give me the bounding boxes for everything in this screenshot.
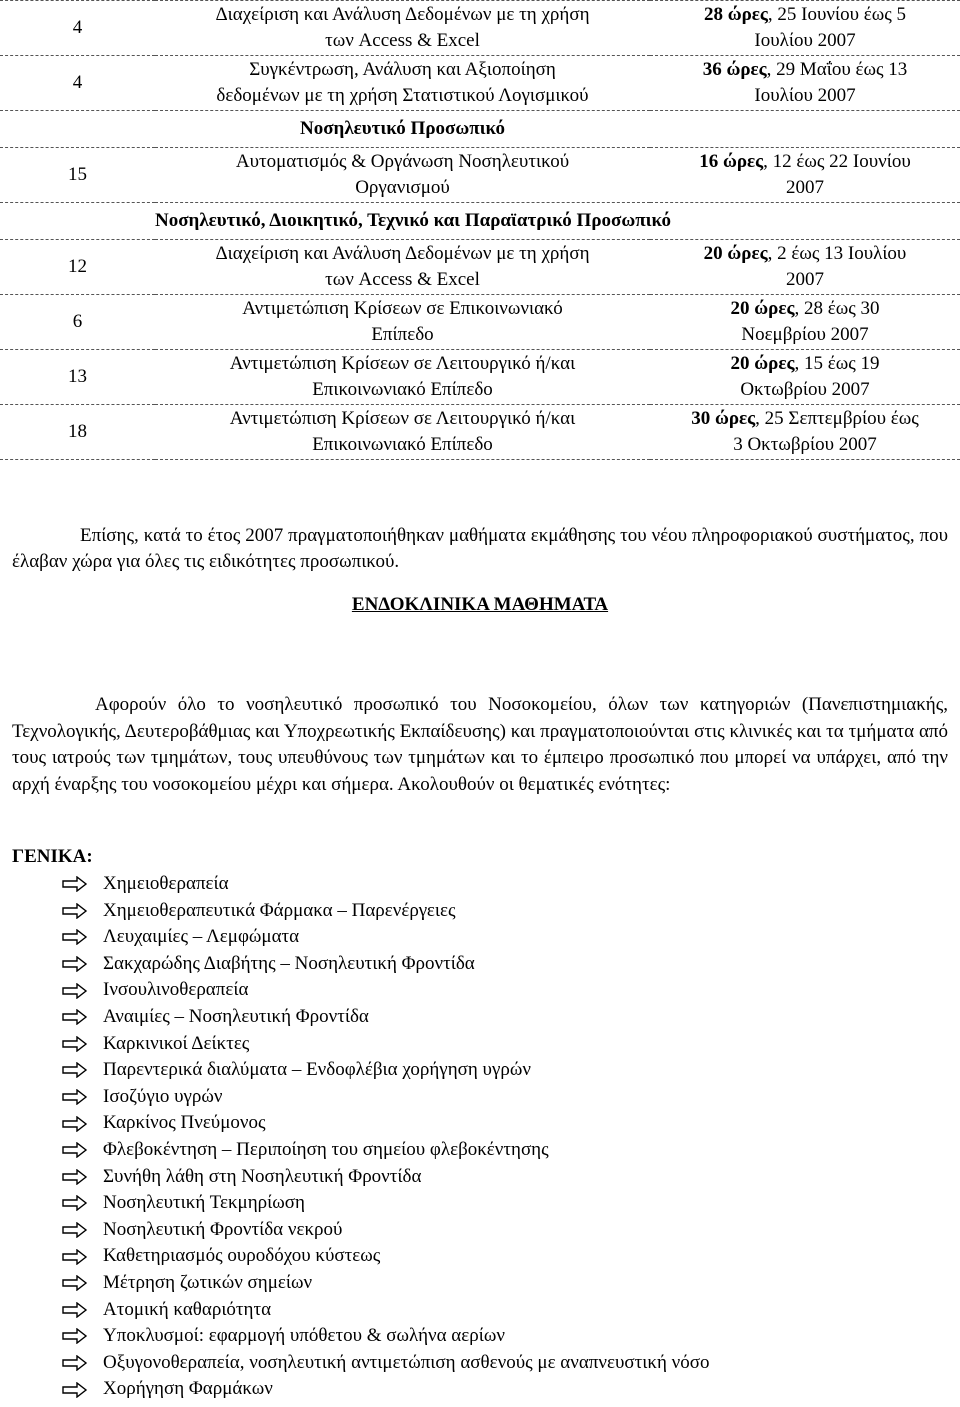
description-paragraph: Αφορούν όλο το νοσηλευτικό προσωπικό του Νοσοκομείου, όλων των κατηγοριών (Πανεπιστημιακής, Τεχνολογικής, Δευτεροβάθμιας και Υποχρεωτικής Εκπαίδευσης) και πραγματοποιούνται στις κλινικές και τα τμήματα από τους ιατρούς των τμημάτων, τους υπευθύνους των τμημάτων και το έμπειρο προσωπικό που μπορεί να υπάρχει, από την αρχή έναρξης του νοσοκομείου μέχρι και σήμερα. Ακολουθούν οι θεματικές ενότητες: <box>12 694 948 795</box>
arrow-right-icon <box>62 1302 90 1318</box>
arrow-right-icon <box>62 929 90 945</box>
general-title: ΓΕΝΙΚΑ: <box>12 846 93 867</box>
topic-label: Υποκλυσμοί: εφαρμογή υπόθετου & σωλήνα αερίων <box>103 1325 505 1347</box>
list-item <box>62 1243 709 1270</box>
course-topic: Διαχείριση και Ανάλυση Δεδομένων με τη χρήση των Access & Excel <box>155 240 650 295</box>
list-item <box>62 898 709 925</box>
topic-label: Ατομική καθαριότητα <box>103 1298 272 1320</box>
table-row <box>0 240 960 295</box>
course-topic: Αυτοματισμός & Οργάνωση Νοσηλευτικού Οργανισμού <box>155 148 650 203</box>
topic-list <box>62 871 709 1403</box>
topic-label: Παρεντερικά διαλύματα – Ενδοφλέβια χορήγηση υγρών <box>103 1059 531 1081</box>
topic-label: Μέτρηση ζωτικών σημείων <box>103 1271 313 1293</box>
list-item <box>62 977 709 1004</box>
participants-count: 13 <box>0 350 155 405</box>
arrow-right-icon <box>62 1382 90 1398</box>
arrow-right-icon <box>62 1009 90 1025</box>
arrow-right-icon <box>62 1328 90 1344</box>
topic-label: Σακχαρώδης Διαβήτης – Νοσηλευτική Φροντίδα <box>103 952 475 974</box>
list-item <box>62 1270 709 1297</box>
course-topic: Διαχείριση και Ανάλυση Δεδομένων με τη χρήση των Access & Excel <box>155 1 650 56</box>
topic-label: Καρκινικοί Δείκτες <box>103 1032 250 1054</box>
topic-label: Νοσηλευτική Τεκμηρίωση <box>103 1192 305 1214</box>
arrow-right-icon <box>62 983 90 999</box>
table-row <box>0 148 960 203</box>
list-item <box>62 1164 709 1191</box>
list-item <box>62 1190 709 1217</box>
course-topic: Αντιμετώπιση Κρίσεων σε Λειτουργικό ή/και Επικοινωνιακό Επίπεδο <box>155 405 650 460</box>
section-row-nursing <box>0 111 960 148</box>
list-item <box>62 1110 709 1137</box>
topic-label: Οξυγονοθεραπεία, νοσηλευτική αντιμετώπιση ασθενούς με αναπνευστική νόσο <box>103 1351 710 1373</box>
participants-count: 18 <box>0 405 155 460</box>
course-duration: 28 ώρες, 25 Ιουνίου έως 5 Ιουλίου 2007 <box>650 1 960 56</box>
info-paragraph: Επίσης, κατά το έτος 2007 πραγματοποιήθηκαν μαθήματα εκμάθησης του νέου πληροφοριακού συστήματος, που έλαβαν χώρα για όλες τις ειδικότητες προσωπικού. <box>12 525 948 572</box>
arrow-right-icon <box>62 1222 90 1238</box>
course-topic: Αντιμετώπιση Κρίσεων σε Επικοινωνιακό Επίπεδο <box>155 295 650 350</box>
list-item <box>62 951 709 978</box>
list-item <box>62 1084 709 1111</box>
arrow-right-icon <box>62 1116 90 1132</box>
participants-count: 6 <box>0 295 155 350</box>
section-heading: ΕΝΔΟΚΛΙΝΙΚΑ ΜΑΘΗΜΑΤΑ <box>351 594 609 615</box>
arrow-right-icon <box>62 1275 90 1291</box>
topic-label: Αναιμίες – Νοσηλευτική Φροντίδα <box>103 1005 369 1027</box>
list-item <box>62 1376 709 1403</box>
topic-label: Ινσουλινοθεραπεία <box>103 979 249 1001</box>
arrow-right-icon <box>62 1062 90 1078</box>
topic-label: Χορήγηση Φαρμάκων <box>103 1378 273 1400</box>
list-item <box>62 1217 709 1244</box>
arrow-right-icon <box>62 1195 90 1211</box>
course-topic: Συγκέντρωση, Ανάλυση και Αξιοποίηση δεδομένων με τη χρήση Στατιστικού Λογισμικού <box>155 56 650 111</box>
participants-count: 12 <box>0 240 155 295</box>
topic-label: Καθετηριασμός ουροδόχου κύστεως <box>103 1245 381 1267</box>
participants-count: 15 <box>0 148 155 203</box>
course-topic: Αντιμετώπιση Κρίσεων σε Λειτουργικό ή/και Επικοινωνιακό Επίπεδο <box>155 350 650 405</box>
topic-label: Ισοζύγιο υγρών <box>103 1085 223 1107</box>
table-row <box>0 405 960 460</box>
course-duration: 20 ώρες, 15 έως 19 Οκτωβρίου 2007 <box>650 350 960 405</box>
course-duration: 20 ώρες, 28 έως 30 Νοεμβρίου 2007 <box>650 295 960 350</box>
section-title: Νοσηλευτικό, Διοικητικό, Τεχνικό και Παραϊατρικό Προσωπικό <box>155 203 960 240</box>
table-row <box>0 295 960 350</box>
arrow-right-icon <box>62 903 90 919</box>
arrow-right-icon <box>62 1089 90 1105</box>
arrow-right-icon <box>62 956 90 972</box>
topic-label: Χημειοθεραπεία <box>103 873 229 894</box>
arrow-right-icon <box>62 1169 90 1185</box>
section-row-all-staff <box>0 203 960 240</box>
list-item <box>62 1057 709 1084</box>
list-item <box>62 871 709 898</box>
list-item <box>62 924 709 951</box>
table-row <box>0 1 960 56</box>
arrow-right-icon <box>62 1142 90 1158</box>
course-duration: 36 ώρες, 29 Μαΐου έως 13 Ιουλίου 2007 <box>650 56 960 111</box>
participants-count: 4 <box>0 1 155 56</box>
list-item <box>62 1350 709 1377</box>
list-item <box>62 1137 709 1164</box>
course-duration: 20 ώρες, 2 έως 13 Ιουλίου 2007 <box>650 240 960 295</box>
list-item <box>62 1031 709 1058</box>
course-duration: 30 ώρες, 25 Σεπτεμβρίου έως 3 Οκτωβρίου 2007 <box>650 405 960 460</box>
list-item <box>62 1004 709 1031</box>
participants-count: 4 <box>0 56 155 111</box>
topic-label: Χημειοθεραπευτικά Φάρμακα – Παρενέργειες <box>103 899 456 921</box>
topic-label: Συνήθη λάθη στη Νοσηλευτική Φροντίδα <box>103 1165 422 1187</box>
arrow-right-icon <box>62 1249 90 1265</box>
course-duration: 16 ώρες, 12 έως 22 Ιουνίου 2007 <box>650 148 960 203</box>
training-schedule-table <box>0 0 960 460</box>
topic-label: Λευχαιμίες – Λεμφώματα <box>103 926 300 948</box>
arrow-right-icon <box>62 876 90 892</box>
table-row <box>0 350 960 405</box>
section-title: Νοσηλευτικό Προσωπικό <box>155 111 650 148</box>
table-row <box>0 56 960 111</box>
topic-label: Φλεβοκέντηση – Περιποίηση του σημείου φλεβοκέντησης <box>103 1138 549 1160</box>
arrow-right-icon <box>62 1355 90 1371</box>
topic-label: Καρκίνος Πνεύμονος <box>103 1112 266 1134</box>
list-item <box>62 1323 709 1350</box>
list-item <box>62 1297 709 1324</box>
arrow-right-icon <box>62 1036 90 1052</box>
topic-label: Νοσηλευτική Φροντίδα νεκρού <box>103 1218 343 1240</box>
